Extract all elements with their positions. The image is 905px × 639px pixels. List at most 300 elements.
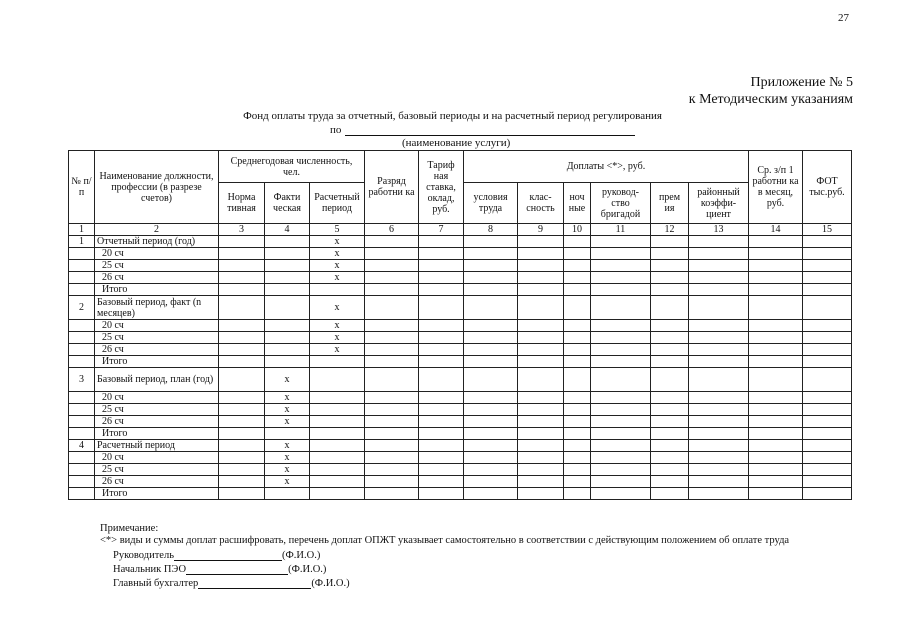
- row-calc: [310, 476, 365, 488]
- row-empty-cell: [689, 476, 749, 488]
- po-label: по: [330, 124, 342, 136]
- signature-accountant-line: [198, 577, 311, 589]
- row-empty-cell: [803, 248, 852, 260]
- table-row: [69, 464, 852, 476]
- row-empty-cell: [591, 332, 651, 344]
- header-tariff: Тариф ная ставка, оклад, руб.: [419, 151, 464, 224]
- row-empty-cell: [651, 416, 689, 428]
- row-norm: [219, 332, 265, 344]
- row-empty-cell: [419, 260, 464, 272]
- row-norm: [219, 392, 265, 404]
- row-empty-cell: [749, 344, 803, 356]
- row-empty-cell: [651, 356, 689, 368]
- row-norm: [219, 368, 265, 392]
- row-number: [69, 284, 95, 296]
- row-empty-cell: [518, 476, 564, 488]
- row-empty-cell: [749, 476, 803, 488]
- row-empty-cell: [749, 452, 803, 464]
- row-empty-cell: [803, 440, 852, 452]
- row-empty-cell: [365, 236, 419, 248]
- row-empty-cell: [564, 332, 591, 344]
- row-empty-cell: [749, 428, 803, 440]
- row-calc: [310, 392, 365, 404]
- row-calc: [310, 488, 365, 500]
- row-empty-cell: [365, 488, 419, 500]
- row-empty-cell: [518, 320, 564, 332]
- appendix-number: Приложение № 5: [750, 75, 853, 90]
- row-empty-cell: [419, 332, 464, 344]
- row-empty-cell: [651, 332, 689, 344]
- row-empty-cell: [464, 476, 518, 488]
- col-number: 2: [95, 224, 219, 236]
- row-empty-cell: [365, 440, 419, 452]
- wage-fund-table: [68, 150, 852, 500]
- row-name: Базовый период, план (год): [95, 368, 219, 392]
- row-name: 26 сч: [95, 272, 219, 284]
- row-empty-cell: [518, 488, 564, 500]
- row-fact: [265, 260, 310, 272]
- table-row: [69, 320, 852, 332]
- row-empty-cell: [564, 368, 591, 392]
- row-number: [69, 416, 95, 428]
- page-number: 27: [838, 12, 849, 24]
- col-number: 7: [419, 224, 464, 236]
- row-empty-cell: [419, 320, 464, 332]
- col-number: 3: [219, 224, 265, 236]
- header-conditions: условия труда: [464, 183, 518, 224]
- row-empty-cell: [591, 296, 651, 320]
- service-blank: [345, 124, 635, 136]
- row-empty-cell: [464, 464, 518, 476]
- col-number: 15: [803, 224, 852, 236]
- col-number: 1: [69, 224, 95, 236]
- row-number: [69, 452, 95, 464]
- row-empty-cell: [419, 440, 464, 452]
- signature-head-line: [174, 549, 282, 561]
- row-empty-cell: [803, 236, 852, 248]
- row-norm: [219, 488, 265, 500]
- row-empty-cell: [365, 404, 419, 416]
- row-number: [69, 356, 95, 368]
- row-empty-cell: [689, 296, 749, 320]
- row-empty-cell: [518, 368, 564, 392]
- row-empty-cell: [591, 416, 651, 428]
- row-empty-cell: [464, 260, 518, 272]
- row-empty-cell: [564, 428, 591, 440]
- row-norm: [219, 236, 265, 248]
- header-night: ноч ные: [564, 183, 591, 224]
- table-row: [69, 236, 852, 248]
- table-row: [69, 284, 852, 296]
- row-name: 20 сч: [95, 452, 219, 464]
- row-empty-cell: [803, 284, 852, 296]
- row-norm: [219, 476, 265, 488]
- row-empty-cell: [564, 392, 591, 404]
- row-empty-cell: [749, 464, 803, 476]
- row-calc: [310, 464, 365, 476]
- header-name: Наименование должности, профессии (в разрезе счетов): [95, 151, 219, 224]
- row-norm: [219, 440, 265, 452]
- row-number: [69, 428, 95, 440]
- row-empty-cell: [749, 272, 803, 284]
- row-empty-cell: [564, 404, 591, 416]
- row-norm: [219, 416, 265, 428]
- row-empty-cell: [464, 368, 518, 392]
- col-number: 9: [518, 224, 564, 236]
- row-empty-cell: [651, 272, 689, 284]
- row-calc: [310, 368, 365, 392]
- row-name: 25 сч: [95, 260, 219, 272]
- row-fact: [265, 272, 310, 284]
- row-name: 26 сч: [95, 416, 219, 428]
- appendix-reference: к Методическим указаниям: [688, 92, 853, 107]
- row-empty-cell: [749, 320, 803, 332]
- row-empty-cell: [689, 416, 749, 428]
- row-empty-cell: [464, 248, 518, 260]
- document-title: Фонд оплаты труда за отчетный, базовый периоды и на расчетный период регулирования: [243, 110, 662, 122]
- row-empty-cell: [651, 236, 689, 248]
- signature-head-label: Руководитель: [113, 550, 174, 561]
- row-number: [69, 464, 95, 476]
- row-empty-cell: [803, 260, 852, 272]
- row-calc: [310, 440, 365, 452]
- row-empty-cell: [419, 404, 464, 416]
- table-row: [69, 344, 852, 356]
- row-empty-cell: [518, 428, 564, 440]
- row-empty-cell: [518, 296, 564, 320]
- row-empty-cell: [464, 428, 518, 440]
- row-fact: х: [265, 416, 310, 428]
- row-empty-cell: [591, 248, 651, 260]
- row-empty-cell: [591, 356, 651, 368]
- row-calc: [310, 404, 365, 416]
- col-number: 6: [365, 224, 419, 236]
- row-empty-cell: [803, 464, 852, 476]
- row-empty-cell: [518, 332, 564, 344]
- row-empty-cell: [464, 404, 518, 416]
- row-empty-cell: [749, 404, 803, 416]
- row-empty-cell: [419, 488, 464, 500]
- row-empty-cell: [518, 440, 564, 452]
- row-empty-cell: [689, 368, 749, 392]
- row-empty-cell: [651, 440, 689, 452]
- row-fact: [265, 284, 310, 296]
- row-empty-cell: [419, 272, 464, 284]
- row-empty-cell: [419, 236, 464, 248]
- col-number: 10: [564, 224, 591, 236]
- row-empty-cell: [651, 488, 689, 500]
- table-row: [69, 248, 852, 260]
- header-extra-payments: Доплаты <*>, руб.: [464, 151, 749, 183]
- row-empty-cell: [564, 284, 591, 296]
- row-empty-cell: [803, 392, 852, 404]
- row-empty-cell: [689, 272, 749, 284]
- row-empty-cell: [689, 332, 749, 344]
- row-empty-cell: [689, 440, 749, 452]
- col-number: 5: [310, 224, 365, 236]
- row-empty-cell: [564, 488, 591, 500]
- row-empty-cell: [651, 248, 689, 260]
- row-name: Итого: [95, 488, 219, 500]
- signature-accountant-label: Главный бухгалтер: [113, 578, 199, 589]
- row-empty-cell: [749, 392, 803, 404]
- row-empty-cell: [518, 464, 564, 476]
- row-empty-cell: [564, 476, 591, 488]
- row-empty-cell: [564, 248, 591, 260]
- signature-peo-line: [186, 563, 288, 575]
- row-empty-cell: [365, 392, 419, 404]
- row-empty-cell: [689, 452, 749, 464]
- row-fact: [265, 356, 310, 368]
- row-empty-cell: [365, 464, 419, 476]
- row-name: Отчетный период (год): [95, 236, 219, 248]
- row-empty-cell: [464, 356, 518, 368]
- table-row: [69, 332, 852, 344]
- row-empty-cell: [689, 260, 749, 272]
- row-empty-cell: [651, 368, 689, 392]
- row-name: 26 сч: [95, 344, 219, 356]
- row-calc: х: [310, 332, 365, 344]
- row-calc: х: [310, 320, 365, 332]
- row-empty-cell: [464, 392, 518, 404]
- row-empty-cell: [518, 416, 564, 428]
- row-empty-cell: [564, 440, 591, 452]
- row-empty-cell: [564, 320, 591, 332]
- row-number: [69, 344, 95, 356]
- row-empty-cell: [419, 452, 464, 464]
- header-fot: ФОТ тыс.руб.: [803, 151, 852, 224]
- row-empty-cell: [419, 248, 464, 260]
- col-number: 11: [591, 224, 651, 236]
- row-empty-cell: [564, 416, 591, 428]
- row-empty-cell: [518, 236, 564, 248]
- row-empty-cell: [564, 236, 591, 248]
- signature-head-fio: (Ф.И.О.): [281, 550, 321, 561]
- row-norm: [219, 344, 265, 356]
- signature-accountant: [113, 577, 350, 589]
- row-name: 20 сч: [95, 248, 219, 260]
- row-empty-cell: [591, 440, 651, 452]
- row-empty-cell: [651, 464, 689, 476]
- row-empty-cell: [591, 236, 651, 248]
- row-empty-cell: [564, 272, 591, 284]
- row-calc: х: [310, 272, 365, 284]
- row-empty-cell: [464, 488, 518, 500]
- row-number: [69, 272, 95, 284]
- table-row: [69, 272, 852, 284]
- col-number: 4: [265, 224, 310, 236]
- row-empty-cell: [591, 476, 651, 488]
- row-name: Итого: [95, 428, 219, 440]
- row-empty-cell: [591, 320, 651, 332]
- row-empty-cell: [749, 440, 803, 452]
- row-empty-cell: [365, 320, 419, 332]
- row-empty-cell: [689, 488, 749, 500]
- row-empty-cell: [564, 260, 591, 272]
- notes-text: <*> виды и суммы доплат расшифровать, перечень доплат ОПЖТ указывает самостоятельно в соответствии с действующим положением об оплате труда: [100, 535, 790, 546]
- row-empty-cell: [803, 404, 852, 416]
- service-caption: (наименование услуги): [402, 137, 511, 149]
- row-number: [69, 332, 95, 344]
- table-row: [69, 428, 852, 440]
- row-empty-cell: [464, 344, 518, 356]
- row-empty-cell: [651, 344, 689, 356]
- row-empty-cell: [464, 236, 518, 248]
- row-empty-cell: [689, 320, 749, 332]
- row-calc: [310, 428, 365, 440]
- row-fact: [265, 320, 310, 332]
- row-name: 26 сч: [95, 476, 219, 488]
- row-empty-cell: [749, 236, 803, 248]
- row-fact: х: [265, 404, 310, 416]
- row-calc: х: [310, 296, 365, 320]
- header-norm: Норма тивная: [219, 183, 265, 224]
- row-empty-cell: [689, 344, 749, 356]
- row-empty-cell: [564, 296, 591, 320]
- row-empty-cell: [689, 284, 749, 296]
- row-calc: [310, 284, 365, 296]
- row-name: Расчетный период: [95, 440, 219, 452]
- row-empty-cell: [365, 272, 419, 284]
- row-empty-cell: [749, 368, 803, 392]
- row-empty-cell: [689, 248, 749, 260]
- row-empty-cell: [518, 344, 564, 356]
- table-row: [69, 296, 852, 320]
- row-fact: х: [265, 440, 310, 452]
- row-empty-cell: [591, 368, 651, 392]
- row-empty-cell: [803, 320, 852, 332]
- row-empty-cell: [591, 404, 651, 416]
- row-empty-cell: [464, 296, 518, 320]
- row-empty-cell: [365, 332, 419, 344]
- row-empty-cell: [651, 260, 689, 272]
- row-calc: х: [310, 248, 365, 260]
- row-empty-cell: [419, 464, 464, 476]
- row-number: [69, 404, 95, 416]
- row-empty-cell: [803, 272, 852, 284]
- row-calc: х: [310, 236, 365, 248]
- row-empty-cell: [689, 464, 749, 476]
- table-row: [69, 452, 852, 464]
- row-number: [69, 476, 95, 488]
- header-calc: Расчетный период: [310, 183, 365, 224]
- row-empty-cell: [749, 416, 803, 428]
- row-number: 2: [69, 296, 95, 320]
- row-empty-cell: [591, 260, 651, 272]
- header-grade: Разряд работни ка: [365, 151, 419, 224]
- table-row: [69, 368, 852, 392]
- col-number: 14: [749, 224, 803, 236]
- table-row: [69, 476, 852, 488]
- row-empty-cell: [651, 476, 689, 488]
- row-fact: х: [265, 368, 310, 392]
- row-fact: х: [265, 476, 310, 488]
- row-empty-cell: [803, 428, 852, 440]
- row-name: 20 сч: [95, 392, 219, 404]
- table-row: [69, 392, 852, 404]
- row-empty-cell: [749, 332, 803, 344]
- row-fact: [265, 332, 310, 344]
- row-empty-cell: [464, 320, 518, 332]
- row-number: [69, 488, 95, 500]
- row-empty-cell: [564, 452, 591, 464]
- row-empty-cell: [591, 488, 651, 500]
- row-calc: [310, 356, 365, 368]
- row-empty-cell: [419, 296, 464, 320]
- row-empty-cell: [464, 272, 518, 284]
- signature-peo-label: Начальник ПЭО: [113, 564, 187, 575]
- row-name: 25 сч: [95, 464, 219, 476]
- row-empty-cell: [464, 332, 518, 344]
- row-fact: [265, 488, 310, 500]
- row-empty-cell: [749, 488, 803, 500]
- row-empty-cell: [651, 392, 689, 404]
- row-empty-cell: [651, 296, 689, 320]
- header-class: клас- сность: [518, 183, 564, 224]
- row-fact: х: [265, 464, 310, 476]
- row-empty-cell: [749, 296, 803, 320]
- row-empty-cell: [419, 284, 464, 296]
- row-norm: [219, 404, 265, 416]
- row-empty-cell: [803, 416, 852, 428]
- row-calc: х: [310, 344, 365, 356]
- row-empty-cell: [518, 284, 564, 296]
- row-empty-cell: [803, 296, 852, 320]
- table-row: [69, 440, 852, 452]
- header-brigade-lead: руковод- ство бригадой: [591, 183, 651, 224]
- row-norm: [219, 356, 265, 368]
- row-empty-cell: [591, 452, 651, 464]
- row-name: 25 сч: [95, 332, 219, 344]
- row-name: Итого: [95, 356, 219, 368]
- row-empty-cell: [365, 428, 419, 440]
- row-empty-cell: [365, 476, 419, 488]
- row-empty-cell: [803, 344, 852, 356]
- row-calc: [310, 452, 365, 464]
- row-empty-cell: [518, 260, 564, 272]
- row-empty-cell: [365, 248, 419, 260]
- row-empty-cell: [365, 344, 419, 356]
- row-empty-cell: [419, 392, 464, 404]
- row-number: 4: [69, 440, 95, 452]
- signature-accountant-fio: (Ф.И.О.): [311, 578, 350, 589]
- row-empty-cell: [591, 284, 651, 296]
- signature-peo-fio: (Ф.И.О.): [288, 564, 327, 575]
- header-avg-count: Среднегодовая численность, чел.: [219, 151, 365, 183]
- row-empty-cell: [419, 416, 464, 428]
- header-num: № п/п: [69, 151, 95, 224]
- row-empty-cell: [803, 488, 852, 500]
- row-empty-cell: [803, 452, 852, 464]
- row-empty-cell: [419, 356, 464, 368]
- row-norm: [219, 284, 265, 296]
- row-empty-cell: [749, 284, 803, 296]
- row-empty-cell: [464, 284, 518, 296]
- row-norm: [219, 320, 265, 332]
- row-empty-cell: [591, 344, 651, 356]
- row-empty-cell: [518, 272, 564, 284]
- row-empty-cell: [591, 464, 651, 476]
- row-fact: [265, 248, 310, 260]
- row-fact: х: [265, 452, 310, 464]
- row-norm: [219, 428, 265, 440]
- row-empty-cell: [803, 332, 852, 344]
- row-calc: х: [310, 260, 365, 272]
- row-empty-cell: [464, 452, 518, 464]
- table-row: [69, 404, 852, 416]
- row-empty-cell: [518, 356, 564, 368]
- row-empty-cell: [749, 260, 803, 272]
